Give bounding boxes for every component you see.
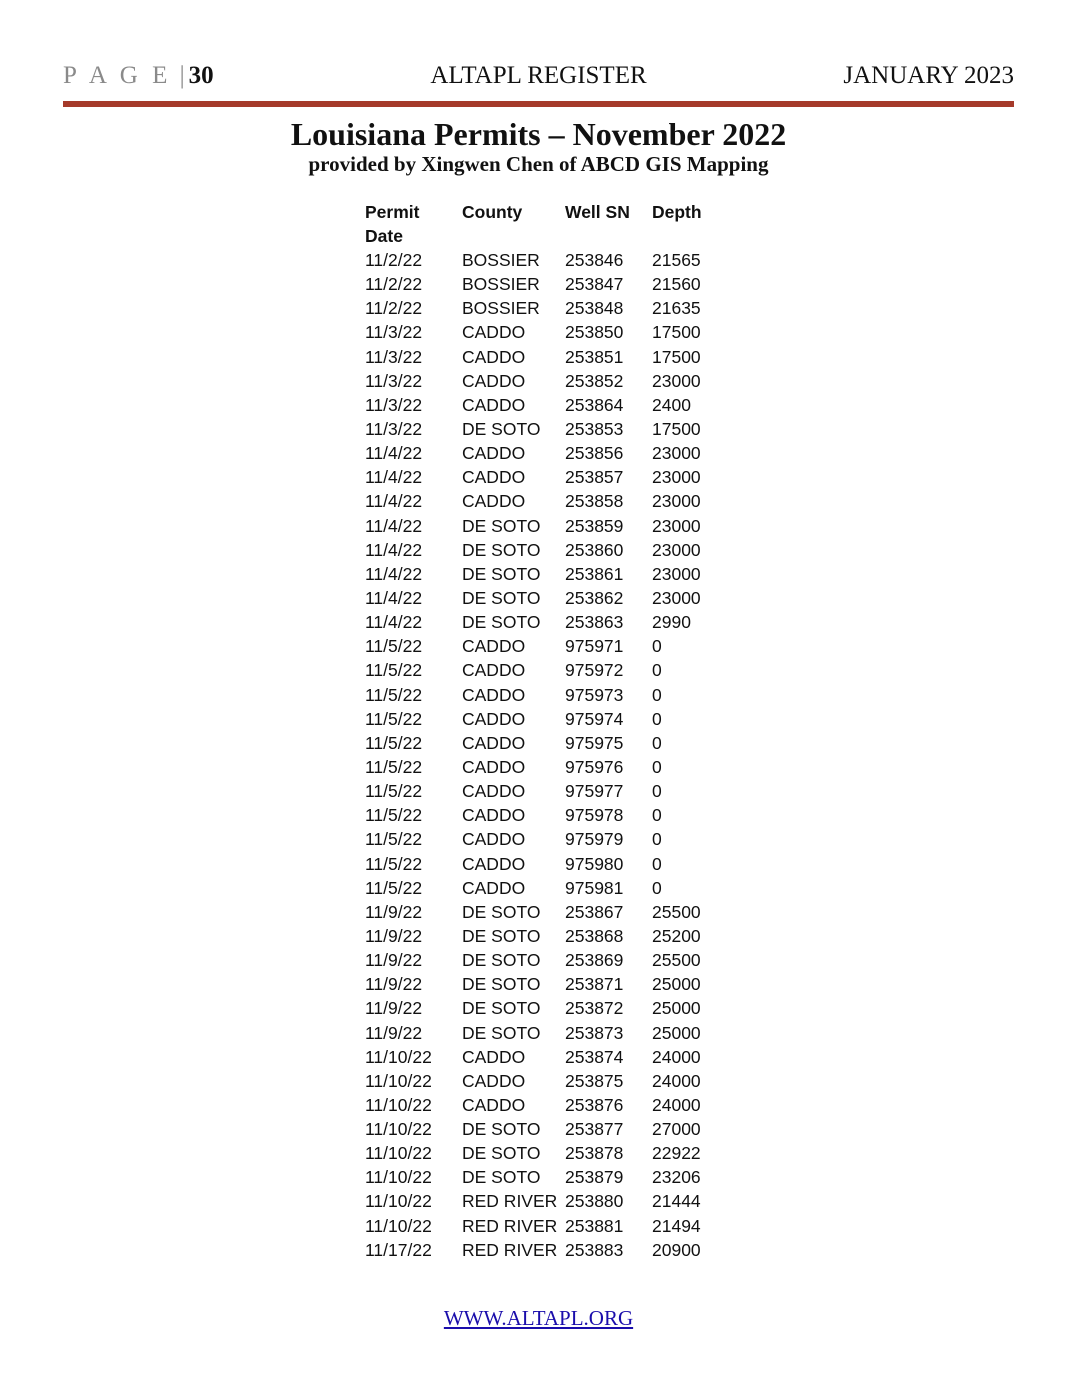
page-title: Louisiana Permits – November 2022 <box>290 116 787 152</box>
cell-depth: 23000 <box>652 515 701 536</box>
column-header-permit-date: Permit Date <box>365 202 420 246</box>
table-row <box>362 1069 722 1093</box>
cell-well-sn: 975974 <box>565 708 624 729</box>
cell-well-sn: 253871 <box>565 974 624 995</box>
cell-permit-date: 11/10/22 <box>365 1070 432 1091</box>
cell-county: BOSSIER <box>462 250 540 270</box>
cell-well-sn: 253863 <box>565 612 624 633</box>
cell-depth: 27000 <box>652 1119 701 1140</box>
table-row <box>362 1141 722 1165</box>
cell-county: CADDO <box>462 394 526 415</box>
cell-county: CADDO <box>462 370 526 391</box>
cell-permit-date: 11/9/22 <box>365 974 423 995</box>
cell-county: CADDO <box>462 660 526 681</box>
table-row <box>362 996 722 1020</box>
cell-permit-date: 11/5/22 <box>365 781 423 802</box>
cell-county: RED RIVER <box>462 1191 558 1212</box>
cell-county: DE SOTO <box>462 612 541 633</box>
table-row <box>362 1021 722 1045</box>
table-body <box>362 248 722 1262</box>
table-row <box>362 924 722 948</box>
cell-permit-date: 11/4/22 <box>365 539 423 560</box>
cell-county: CADDO <box>462 1070 526 1091</box>
cell-county: DE SOTO <box>462 418 541 439</box>
cell-well-sn: 253860 <box>565 539 624 560</box>
cell-well-sn: 253869 <box>565 950 624 971</box>
cell-county: CADDO <box>462 708 526 729</box>
cell-well-sn: 253852 <box>565 370 624 391</box>
table-row <box>362 876 722 900</box>
table-row <box>362 586 722 610</box>
cell-well-sn: 975972 <box>565 660 624 681</box>
cell-well-sn: 253858 <box>565 491 624 512</box>
cell-well-sn: 253867 <box>565 901 624 922</box>
cell-permit-date: 11/9/22 <box>365 950 423 971</box>
cell-depth: 24000 <box>652 1046 701 1067</box>
cell-county: CADDO <box>462 756 526 777</box>
table-header-row <box>362 200 722 248</box>
cell-county: CADDO <box>462 732 526 753</box>
cell-well-sn: 253861 <box>565 563 624 584</box>
website-link[interactable]: WWW.ALTAPL.ORG <box>443 1306 634 1330</box>
cell-permit-date: 11/5/22 <box>365 756 423 777</box>
cell-permit-date: 11/5/22 <box>365 684 423 705</box>
cell-permit-date: 11/5/22 <box>365 805 423 826</box>
cell-well-sn: 253847 <box>565 274 624 295</box>
table-row <box>362 1165 722 1189</box>
cell-well-sn: 253874 <box>565 1046 624 1067</box>
cell-county: CADDO <box>462 491 526 512</box>
table-row <box>362 345 722 369</box>
cell-permit-date: 11/5/22 <box>365 853 423 874</box>
cell-permit-date: 11/10/22 <box>365 1094 432 1115</box>
cell-permit-date: 11/5/22 <box>365 877 423 898</box>
cell-depth: 21560 <box>652 274 701 295</box>
cell-depth: 24000 <box>652 1070 701 1091</box>
cell-permit-date: 11/4/22 <box>365 612 423 633</box>
cell-well-sn: 253873 <box>565 1022 624 1043</box>
table-row <box>362 1093 722 1117</box>
table-row <box>362 707 722 731</box>
cell-county: CADDO <box>462 781 526 802</box>
cell-well-sn: 253857 <box>565 467 624 488</box>
cell-depth: 20900 <box>652 1239 701 1260</box>
cell-well-sn: 253851 <box>565 346 624 367</box>
table-row <box>362 972 722 996</box>
cell-county: CADDO <box>462 805 526 826</box>
cell-depth: 23000 <box>652 587 701 608</box>
table-row <box>362 634 722 658</box>
cell-permit-date: 11/10/22 <box>365 1215 432 1236</box>
cell-depth: 25000 <box>652 1022 701 1043</box>
cell-county: DE SOTO <box>462 563 541 584</box>
page-number: 30 <box>188 62 214 89</box>
cell-well-sn: 253856 <box>565 443 624 464</box>
cell-permit-date: 11/2/22 <box>365 274 423 295</box>
cell-county: DE SOTO <box>462 587 541 608</box>
cell-well-sn: 253881 <box>565 1215 624 1236</box>
cell-depth: 0 <box>652 829 662 850</box>
column-header-depth: Depth <box>652 202 702 222</box>
cell-permit-date: 11/10/22 <box>365 1143 432 1164</box>
cell-county: RED RIVER <box>462 1215 558 1236</box>
column-header-county: County <box>462 202 523 222</box>
cell-depth: 0 <box>652 877 662 898</box>
cell-depth: 0 <box>652 684 662 705</box>
table-row <box>362 779 722 803</box>
cell-well-sn: 253880 <box>565 1191 624 1212</box>
cell-county: CADDO <box>462 1046 526 1067</box>
table-row <box>362 441 722 465</box>
cell-permit-date: 11/3/22 <box>365 394 423 415</box>
cell-permit-date: 11/9/22 <box>365 901 423 922</box>
cell-depth: 23000 <box>652 467 701 488</box>
cell-permit-date: 11/4/22 <box>365 443 423 464</box>
cell-depth: 23000 <box>652 539 701 560</box>
cell-county: DE SOTO <box>462 950 541 971</box>
cell-permit-date: 11/3/22 <box>365 370 423 391</box>
cell-county: CADDO <box>462 829 526 850</box>
cell-permit-date: 11/5/22 <box>365 636 423 657</box>
cell-well-sn: 253872 <box>565 998 624 1019</box>
cell-county: CADDO <box>462 467 526 488</box>
cell-county: DE SOTO <box>462 539 541 560</box>
cell-permit-date: 11/2/22 <box>365 298 423 319</box>
cell-permit-date: 11/9/22 <box>365 1022 423 1043</box>
cell-well-sn: 253850 <box>565 322 624 343</box>
cell-well-sn: 975975 <box>565 732 624 753</box>
cell-permit-date: 11/17/22 <box>365 1239 432 1260</box>
cell-well-sn: 253875 <box>565 1070 624 1091</box>
cell-depth: 22922 <box>652 1143 701 1164</box>
cell-county: DE SOTO <box>462 925 541 946</box>
cell-county: CADDO <box>462 322 526 343</box>
cell-well-sn: 253848 <box>565 298 624 319</box>
cell-depth: 21494 <box>652 1215 701 1236</box>
cell-depth: 2400 <box>652 394 691 415</box>
cell-depth: 0 <box>652 756 662 777</box>
issue-date: JANUARY 2023 <box>843 62 1014 89</box>
cell-county: DE SOTO <box>462 515 541 536</box>
cell-permit-date: 11/4/22 <box>365 587 423 608</box>
cell-depth: 23000 <box>652 491 701 512</box>
cell-depth: 25500 <box>652 901 701 922</box>
table-row <box>362 465 722 489</box>
cell-permit-date: 11/10/22 <box>365 1046 432 1067</box>
header-rule <box>63 101 1014 107</box>
cell-well-sn: 975981 <box>565 877 624 898</box>
cell-well-sn: 975978 <box>565 805 624 826</box>
cell-permit-date: 11/4/22 <box>365 491 423 512</box>
table-row <box>362 538 722 562</box>
cell-well-sn: 253877 <box>565 1119 624 1140</box>
table-row <box>362 803 722 827</box>
table-row <box>362 658 722 682</box>
cell-county: DE SOTO <box>462 974 541 995</box>
cell-permit-date: 11/2/22 <box>365 250 423 270</box>
cell-depth: 23000 <box>652 443 701 464</box>
cell-depth: 24000 <box>652 1094 701 1115</box>
table-row <box>362 1238 722 1262</box>
table-row <box>362 1189 722 1213</box>
cell-depth: 25000 <box>652 974 701 995</box>
cell-depth: 21444 <box>652 1191 701 1212</box>
cell-county: BOSSIER <box>462 274 540 295</box>
cell-county: CADDO <box>462 636 526 657</box>
cell-permit-date: 11/5/22 <box>365 829 423 850</box>
cell-well-sn: 253864 <box>565 394 624 415</box>
column-header-well-sn: Well SN <box>565 202 630 222</box>
table-row <box>362 417 722 441</box>
table-row <box>362 248 722 272</box>
cell-depth: 0 <box>652 732 662 753</box>
cell-county: DE SOTO <box>462 1143 541 1164</box>
page-footer <box>0 1306 1077 1331</box>
cell-depth: 0 <box>652 708 662 729</box>
cell-well-sn: 253846 <box>565 250 624 270</box>
cell-county: CADDO <box>462 1094 526 1115</box>
cell-depth: 17500 <box>652 322 701 343</box>
cell-permit-date: 11/9/22 <box>365 925 423 946</box>
cell-well-sn: 253883 <box>565 1239 624 1260</box>
cell-well-sn: 253862 <box>565 587 624 608</box>
table-row <box>362 320 722 344</box>
cell-county: DE SOTO <box>462 901 541 922</box>
table-row <box>362 852 722 876</box>
page-label: P A G E <box>63 62 172 89</box>
cell-depth: 21635 <box>652 298 701 319</box>
cell-well-sn: 253868 <box>565 925 624 946</box>
table-row <box>362 827 722 851</box>
cell-county: DE SOTO <box>462 1022 541 1043</box>
cell-permit-date: 11/3/22 <box>365 322 423 343</box>
cell-depth: 2990 <box>652 612 691 633</box>
cell-depth: 0 <box>652 660 662 681</box>
table-row <box>362 731 722 755</box>
table-row <box>362 948 722 972</box>
cell-permit-date: 11/9/22 <box>365 998 423 1019</box>
cell-depth: 17500 <box>652 418 701 439</box>
cell-county: DE SOTO <box>462 1167 541 1188</box>
cell-county: DE SOTO <box>462 1119 541 1140</box>
cell-county: CADDO <box>462 443 526 464</box>
page-subtitle: provided by Xingwen Chen of ABCD GIS Mapping <box>308 152 769 176</box>
permits-table <box>362 200 722 1262</box>
cell-well-sn: 975977 <box>565 781 624 802</box>
cell-county: RED RIVER <box>462 1239 558 1260</box>
table-row <box>362 1117 722 1141</box>
cell-well-sn: 253878 <box>565 1143 624 1164</box>
cell-county: CADDO <box>462 684 526 705</box>
cell-permit-date: 11/4/22 <box>365 467 423 488</box>
cell-depth: 25200 <box>652 925 701 946</box>
cell-depth: 0 <box>652 805 662 826</box>
publication-title: ALTAPL REGISTER <box>430 62 647 89</box>
cell-permit-date: 11/3/22 <box>365 346 423 367</box>
cell-well-sn: 253859 <box>565 515 624 536</box>
cell-permit-date: 11/10/22 <box>365 1167 432 1188</box>
cell-county: CADDO <box>462 877 526 898</box>
table-row <box>362 369 722 393</box>
table-row <box>362 393 722 417</box>
cell-permit-date: 11/4/22 <box>365 563 423 584</box>
cell-permit-date: 11/5/22 <box>365 660 423 681</box>
table-row <box>362 296 722 320</box>
cell-well-sn: 253879 <box>565 1167 624 1188</box>
cell-depth: 25000 <box>652 998 701 1019</box>
cell-well-sn: 975980 <box>565 853 624 874</box>
cell-well-sn: 975976 <box>565 756 624 777</box>
cell-well-sn: 975971 <box>565 636 624 657</box>
cell-well-sn: 253876 <box>565 1094 624 1115</box>
cell-depth: 17500 <box>652 346 701 367</box>
cell-well-sn: 253853 <box>565 418 624 439</box>
table-row <box>362 900 722 924</box>
cell-permit-date: 11/3/22 <box>365 418 423 439</box>
cell-depth: 23000 <box>652 563 701 584</box>
cell-depth: 0 <box>652 853 662 874</box>
table-row <box>362 1045 722 1069</box>
cell-county: BOSSIER <box>462 298 540 319</box>
table-row <box>362 272 722 296</box>
cell-county: CADDO <box>462 346 526 367</box>
cell-depth: 0 <box>652 636 662 657</box>
cell-depth: 21565 <box>652 250 701 270</box>
cell-depth: 0 <box>652 781 662 802</box>
table-row <box>362 489 722 513</box>
cell-permit-date: 11/5/22 <box>365 708 423 729</box>
table-row <box>362 610 722 634</box>
cell-well-sn: 975973 <box>565 684 624 705</box>
cell-permit-date: 11/10/22 <box>365 1191 432 1212</box>
cell-county: DE SOTO <box>462 998 541 1019</box>
table-row <box>362 683 722 707</box>
page-header <box>63 62 1014 98</box>
page-separator: | <box>179 62 185 89</box>
cell-permit-date: 11/5/22 <box>365 732 423 753</box>
table-row <box>362 1214 722 1238</box>
table-row <box>362 562 722 586</box>
cell-county: CADDO <box>462 853 526 874</box>
cell-depth: 23000 <box>652 370 701 391</box>
cell-depth: 23206 <box>652 1167 701 1188</box>
cell-well-sn: 975979 <box>565 829 624 850</box>
cell-permit-date: 11/10/22 <box>365 1119 432 1140</box>
table-row <box>362 514 722 538</box>
cell-depth: 25500 <box>652 950 701 971</box>
cell-permit-date: 11/4/22 <box>365 515 423 536</box>
table-row <box>362 755 722 779</box>
